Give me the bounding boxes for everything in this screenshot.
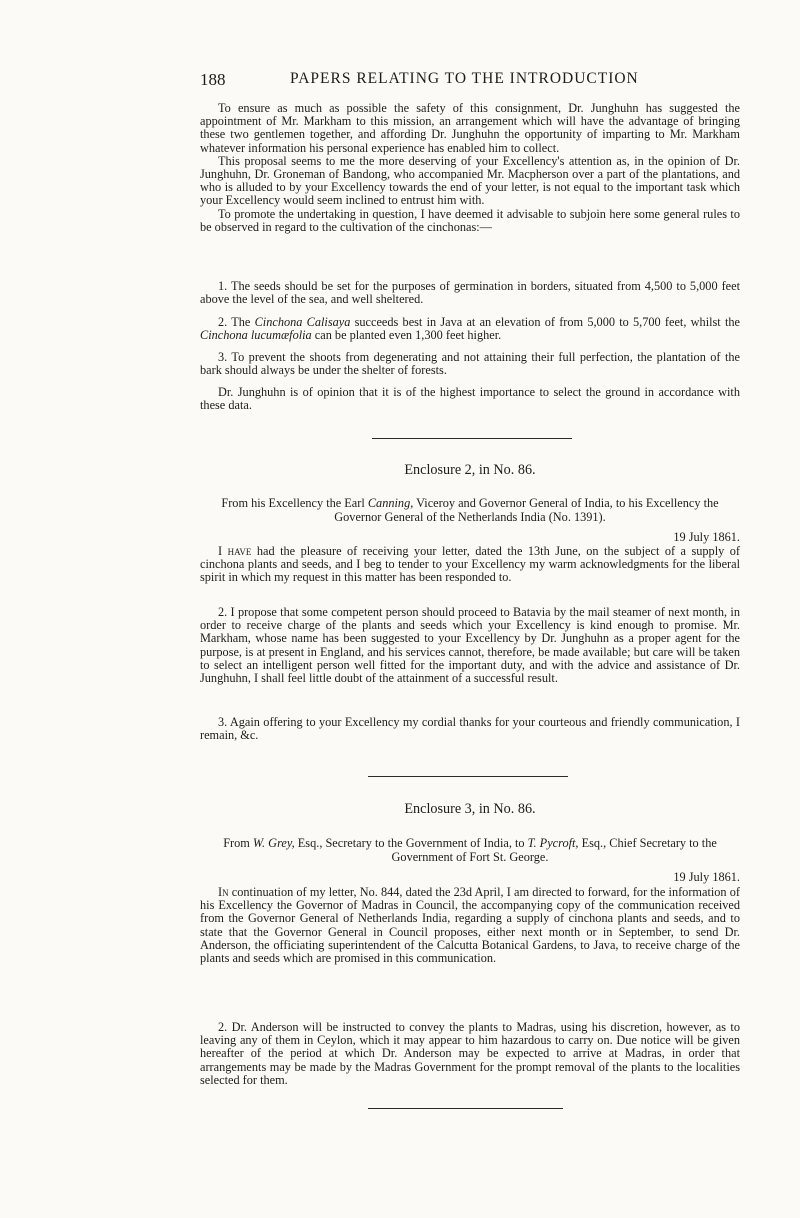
italic-name: W. Grey, bbox=[252, 836, 295, 850]
paragraph bbox=[200, 886, 740, 965]
paragraph: 3. Again offering to your Excellency my cordial thanks for your courteous and friendly communication, I remain, &c. bbox=[200, 715, 740, 743]
section-1 bbox=[200, 102, 740, 234]
rule-2-text bbox=[200, 316, 740, 342]
paragraph: To ensure as much as possible the safety of this consignment, Dr. Junghuhn has suggested the appointment of Mr. Markham to this mission, an arrangement which will have the advantage of bringing these two gentlemen together, and affording Dr. Junghuhn the opportunity of imparting to Mr. Markham whatever information his personal experience has enabled him to collect. bbox=[200, 101, 740, 155]
text-run: 2. The bbox=[218, 315, 255, 329]
running-head bbox=[200, 70, 740, 94]
text-run: From his Excellency the Earl bbox=[221, 496, 368, 510]
rule-3 bbox=[200, 351, 740, 377]
enclosure-3-from bbox=[200, 836, 740, 864]
lead-words: I have bbox=[218, 544, 252, 558]
divider bbox=[368, 776, 568, 777]
enclosure-2-para-3 bbox=[200, 716, 740, 742]
divider bbox=[368, 1108, 563, 1109]
rule-3-text: 3. To prevent the shoots from degenerating and not attaining their full perfection, the plantation of the bark should always be under the shelter of forests. bbox=[200, 350, 740, 378]
italic-species: Cinchona lucumæfolia bbox=[200, 328, 312, 343]
rule-1-text: 1. The seeds should be set for the purposes of germination in borders, situated from 4,500 to 5,000 feet above the level of the sea, and well sheltered. bbox=[200, 279, 740, 307]
enclosure-3-date: 19 July 1861. bbox=[673, 870, 740, 884]
italic-species: Cinchona Calisaya bbox=[254, 315, 351, 329]
italic-name: T. Pycroft, bbox=[527, 836, 579, 850]
paragraph: 2. I propose that some competent person should proceed to Batavia by the mail steamer of next month, in order to receive charge of the plants and seeds which your Excellency is kind enough to promise. Mr. Markham, whose name has been suggested to your Excellency by Dr. Junghuhn as a proper agent for the purpose, is at present in England, and his services cannot, therefore, be made available; but care will be taken to select an intelligent person well fitted for the important duty, and with the advice and assistance of Dr. Junghuhn, I shall feel little doubt of the attainment of a successful result. bbox=[200, 605, 740, 686]
text-run: Esq., Chief Secretary to the Government of Fort St. George. bbox=[391, 836, 717, 864]
lead-words: In bbox=[218, 885, 229, 899]
page-number: 188 bbox=[200, 70, 226, 89]
text-run: Viceroy and Governor General of India, to his Excellency the Governor General of the Netherlands India (No. 1391). bbox=[334, 496, 719, 524]
text-run: can be planted even 1,300 feet higher. bbox=[311, 328, 502, 343]
enclosure-3-body bbox=[200, 886, 740, 965]
paragraph: This proposal seems to me the more deserving of your Excellency's attention as, in the opinion of Dr. Junghuhn, Dr. Groneman of Bandong, who accompanied Mr. Macpherson over a part of the plantations, and who is alluded to by your Excellency towards the end of your letter, is not equal to the important task which your Excellency would seem inclined to entrust him with. bbox=[200, 153, 740, 208]
enclosure-2-body bbox=[200, 545, 740, 585]
text-run: had the pleasure of receiving your letter, dated the 13th June, on the subject of a supply of cinchona plants and seeds, and I beg to tender to your Excellency my warm acknowledgments for the liberal spirit in which my request in this matter has been responded to. bbox=[200, 544, 740, 585]
italic-name: Canning, bbox=[367, 496, 414, 510]
paragraph bbox=[200, 545, 740, 585]
closing-text: Dr. Junghuhn is of opinion that it is of the highest importance to select the ground in accordance with these data. bbox=[200, 385, 740, 413]
enclosure-2-from bbox=[200, 496, 740, 524]
enclosure-3-title: Enclosure 3, in No. 86. bbox=[404, 801, 536, 817]
running-title: PAPERS RELATING TO THE INTRODUCTION bbox=[290, 70, 639, 87]
enclosure-2-date: 19 July 1861. bbox=[673, 530, 740, 544]
enclosure-2-para-2 bbox=[200, 606, 740, 685]
text-run: continuation of my letter, No. 844, dated the 23d April, I am directed to forward, for the information of his Excellency the Governor of Madras in Council, the accompanying copy of the communication received from the Governor General of Netherlands India, regarding a supply of cinchona plants and seeds, and to state that the Governor General in Council proposes, either next month or in September, to send Dr. Anderson, the officiating superintendent of the Calcutta Botanical Gardens, to Java, to receive charge of the plants and seeds which are promised in this communication. bbox=[200, 885, 740, 966]
enclosure-3-para-2 bbox=[200, 1021, 740, 1087]
text-run: Esq., Secretary to the Government of India, to bbox=[294, 836, 528, 850]
enclosure-2-title: Enclosure 2, in No. 86. bbox=[404, 462, 536, 478]
rule-2 bbox=[200, 316, 740, 342]
paragraph: To promote the undertaking in question, I have deemed it advisable to subjoin here some general rules to be observed in regard to the cultivation of the cinchonas:— bbox=[200, 206, 740, 234]
paragraph: 2. Dr. Anderson will be instructed to convey the plants to Madras, using his discretion, however, as to leaving any of them in Ceylon, which it may appear to him hazardous to carry on. Due notice will be given hereafter of the period at which Dr. Anderson may be expected to arrive at Madras, in order that arrangements may be made by the Madras Government for the prompt removal of the plants to the localities selected for them. bbox=[200, 1020, 740, 1087]
text-run: From bbox=[223, 836, 253, 850]
divider bbox=[372, 438, 572, 439]
closing-paragraph bbox=[200, 386, 740, 412]
text-run: succeeds best in Java at an elevation of from 5,000 to 5,700 feet, whilst the bbox=[350, 315, 740, 329]
rule-1 bbox=[200, 280, 740, 306]
